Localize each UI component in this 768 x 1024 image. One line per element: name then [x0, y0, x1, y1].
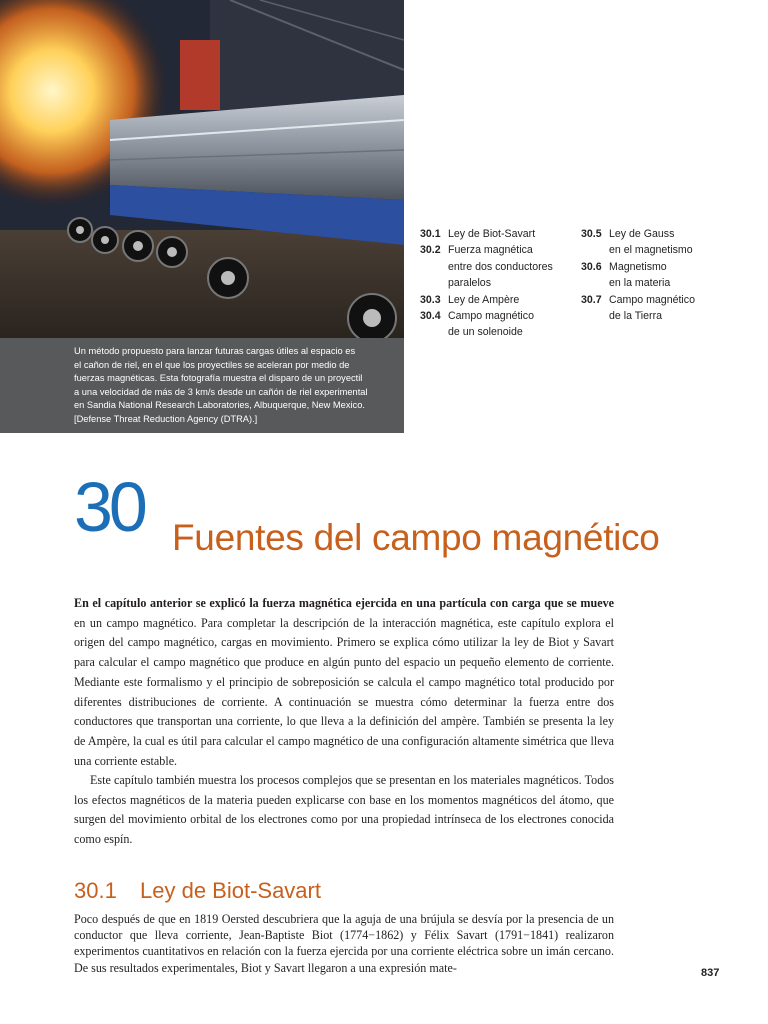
toc-item-label: Fuerza magnética entre dos conductores paralelos	[448, 244, 553, 290]
toc-item[interactable]	[581, 259, 741, 292]
section-paragraph: Poco después de que en 1819 Oersted descubriera que la aguja de una brújula se desvía por la presencia de un conductor que lleva corriente, Jean-Baptiste Biot (1774−1862) y Félix Savart (1791−1841) realizaron experimentos cuantitativos en relación con la fuerza ejercida por una corriente eléctrica sobre un imán cercano. De sus resultados experimentales, Biot y Savart llegaron a una expresión mate-	[74, 912, 614, 975]
toc-item-number: 30.1	[420, 228, 441, 240]
chapter-number: 30	[74, 468, 144, 546]
toc-item[interactable]	[420, 226, 580, 242]
railgun-photo-illustration	[0, 0, 404, 338]
photo-caption: Un método propuesto para lanzar futuras cargas útiles al espacio es el cañon de riel, en el que los proyectiles se aceleran por medio de fuerzas magnéticas. Esta fotografía muestra el disparo de un proyectil a una velocidad de más de 3 km/s desde un cañón de riel experimental en Sandia National Research Laboratories, Albuquerque, New Mexico. [Defense Threat Reduction Agency (DTRA).]	[74, 346, 368, 424]
toc-column-2	[581, 226, 741, 324]
section-title: Ley de Biot-Savart	[140, 878, 321, 903]
toc-item-label: Campo magnético de un solenoide	[448, 310, 534, 339]
toc-item-label: Ley de Gauss en el magnetismo	[609, 228, 693, 257]
section-heading	[74, 876, 321, 906]
intro-paragraph-1	[74, 594, 614, 771]
toc-item-number: 30.6	[581, 260, 602, 273]
page-number: 837	[701, 967, 720, 979]
toc-item-number: 30.2	[420, 244, 441, 257]
intro-lead-sentence: En el capítulo anterior se explicó la fuerza magnética ejercida en una partícula con carga que se mueve	[74, 596, 614, 610]
toc-item-number: 30.7	[581, 293, 602, 306]
toc-item-number: 30.3	[420, 293, 441, 306]
toc-item-label: Ley de Biot-Savart	[448, 228, 536, 240]
toc-column-1	[420, 226, 580, 341]
toc-item-number: 30.4	[420, 310, 441, 323]
intro-paragraph-2: Este capítulo también muestra los procesos complejos que se presentan en los materiales magnéticos. Todos los efectos magnéticos de la materia pueden explicarse con base en los momentos magnéticos del átomo, que surgen del movimiento orbital de los electrones como por una propiedad intrínseca de los electrones conocida como espín.	[74, 773, 614, 847]
toc-item[interactable]	[581, 226, 741, 259]
chapter-photo	[0, 0, 404, 338]
toc-item[interactable]	[420, 308, 580, 341]
toc-item[interactable]	[420, 292, 580, 308]
intro-paragraph-1-rest: en un campo magnético. Para completar la descripción de la interacción magnética, este capítulo explora el origen del campo magnético, cargas en movimiento. Primero se explica cómo utilizar la ley de Biot y Savart para calcular el campo magnético que produce en algún punto del espacio un pequeño elemento de corriente. Mediante este formalismo y el principio de sobreposición se calcula el campo magnético total producido por diferentes distribuciones de corriente. A continuación se muestra cómo determinar la fuerza entre dos conductores que transportan una corriente, lo que lleva a la definición del ampère. También se presenta la ley de Ampère, la cual es útil para calcular el campo magnético de una configuración altamente simétrica que lleva una corriente estable.	[74, 615, 614, 768]
toc-item[interactable]	[420, 242, 580, 291]
section-number: 30.1	[74, 878, 117, 903]
chapter-title: Fuentes del campo magnético	[172, 517, 660, 558]
toc-item-number: 30.5	[581, 228, 602, 240]
toc-item[interactable]	[581, 292, 741, 325]
toc-item-label: Magnetismo en la materia	[609, 260, 671, 290]
toc-item-label: Ley de Ampère	[448, 293, 520, 306]
toc-item-label: Campo magnético de la Tierra	[609, 293, 695, 323]
